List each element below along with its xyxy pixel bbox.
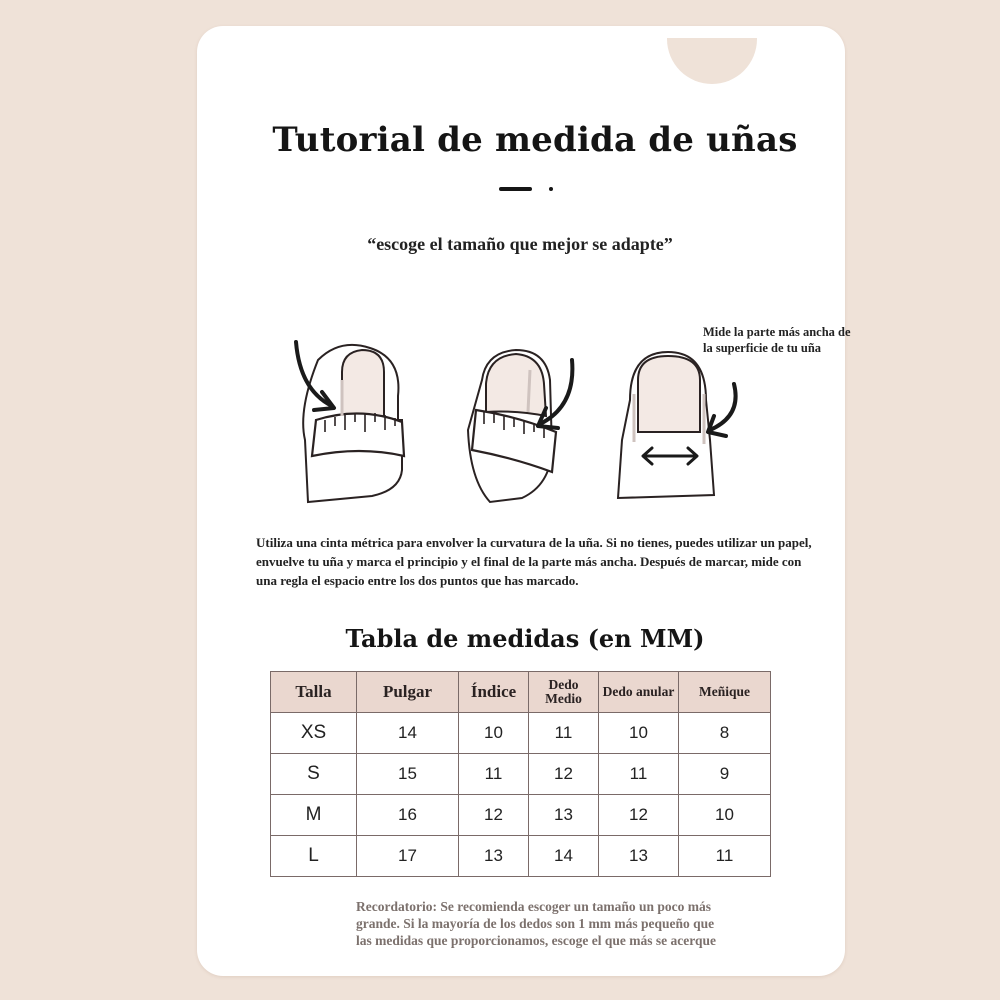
value-cell: 17 (357, 836, 459, 877)
header-cell: Talla (271, 672, 357, 713)
table-row (271, 836, 771, 877)
value-cell: 14 (357, 713, 459, 754)
value-cell: 12 (529, 754, 599, 795)
size-cell: S (271, 754, 357, 795)
value-cell: 10 (599, 713, 679, 754)
header-cell: Dedo anular (599, 672, 679, 713)
measurement-instructions: Utiliza una cinta métrica para envolver la curvatura de la uña. Si no tienes, puedes utilizar un papel, envuelve tu uña y marca el principio y el final de la parte más ancha. Después de marcar, mide con una regla el espacio entre los dos puntos que has marcado. (256, 535, 812, 588)
finger-measurement-illustration (280, 320, 740, 510)
value-cell: 15 (357, 754, 459, 795)
size-cell: XS (271, 713, 357, 754)
illustration-caption: Mide la parte más ancha de la superficie de tu uña (703, 325, 851, 355)
table-header-row (271, 672, 771, 713)
measuring-tape-icon (312, 413, 404, 456)
header-cell: Meñique (679, 672, 771, 713)
value-cell: 16 (357, 795, 459, 836)
header-cell: Pulgar (357, 672, 459, 713)
size-cell: L (271, 836, 357, 877)
table-title: Tabla de medidas (en MM) (345, 624, 705, 653)
value-cell: 12 (459, 795, 529, 836)
size-cell: M (271, 795, 357, 836)
value-cell: 12 (599, 795, 679, 836)
finger-left-illustration (296, 342, 404, 502)
value-cell: 14 (529, 836, 599, 877)
page-title: Tutorial de medida de uñas (272, 120, 798, 160)
header-cell: Dedo Medio (529, 672, 599, 713)
table-row (271, 754, 771, 795)
title-divider (499, 187, 532, 191)
value-cell: 13 (529, 795, 599, 836)
value-cell: 11 (599, 754, 679, 795)
value-cell: 10 (679, 795, 771, 836)
title-divider-dot (549, 187, 553, 191)
value-cell: 11 (679, 836, 771, 877)
value-cell: 9 (679, 754, 771, 795)
value-cell: 13 (599, 836, 679, 877)
reminder-note: Recordatorio: Se recomienda escoger un tamaño un poco más grande. Si la mayoría de los dedos son 1 mm más pequeño que las medidas que proporcionamos, escoge el que más se acerque (356, 899, 716, 948)
card-notch (667, 38, 757, 84)
size-table (270, 671, 771, 877)
value-cell: 11 (459, 754, 529, 795)
finger-right-illustration (618, 352, 736, 498)
value-cell: 8 (679, 713, 771, 754)
table-row (271, 795, 771, 836)
value-cell: 10 (459, 713, 529, 754)
tagline-quote: “escoge el tamaño que mejor se adapte” (367, 234, 673, 254)
table-row (271, 713, 771, 754)
value-cell: 11 (529, 713, 599, 754)
curved-arrow-icon (708, 384, 736, 436)
value-cell: 13 (459, 836, 529, 877)
header-cell: Índice (459, 672, 529, 713)
finger-middle-illustration (468, 350, 572, 502)
